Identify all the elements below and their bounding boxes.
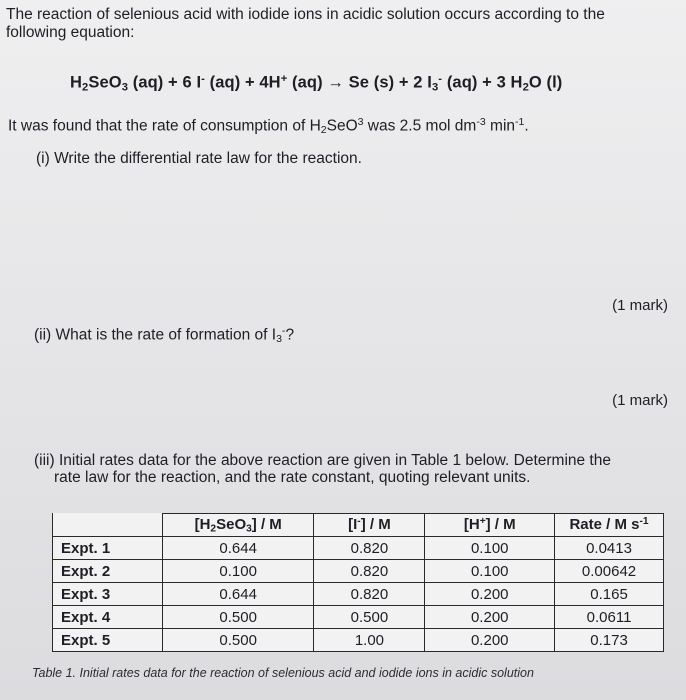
cell-iodide: 1.00 bbox=[314, 629, 425, 652]
question-i-mark: (1 mark) bbox=[612, 297, 668, 314]
cell-hplus: 0.100 bbox=[425, 537, 555, 560]
cell-iodide: 0.500 bbox=[314, 606, 425, 629]
cell-h2seo3: 0.644 bbox=[163, 537, 314, 560]
reaction-arrow-icon: → bbox=[327, 73, 344, 92]
header-rate: Rate / M $s^{-1}$ bbox=[555, 514, 664, 537]
cell-h2seo3: 0.500 bbox=[163, 629, 314, 652]
table-row bbox=[53, 537, 664, 560]
initial-rates-table bbox=[52, 513, 664, 652]
cell-h2seo3: 0.100 bbox=[163, 560, 314, 583]
cell-rate: 0.165 bbox=[555, 583, 664, 606]
table-corner-cell bbox=[53, 514, 163, 537]
cell-iodide: 0.820 bbox=[314, 583, 425, 606]
cell-h2seo3: 0.644 bbox=[163, 583, 314, 606]
reaction-equation: $H_2SeO_3$ (aq) + 6 I- (aq) + 4H+ (aq) → Se (s) + 2 $I_3^-$ (aq) + 3 $H_2O$ (l) bbox=[70, 73, 563, 94]
cell-rate: 0.0413 bbox=[555, 537, 664, 560]
cell-h2seo3: 0.500 bbox=[163, 606, 314, 629]
rate-statement: It was found that the rate of consumption of $H_2SeO^3$ was 2.5 mol $dm^{-3}$ $\min^{-1}$. bbox=[8, 116, 529, 136]
cell-hplus: 0.200 bbox=[425, 629, 555, 652]
cell-hplus: 0.100 bbox=[425, 560, 555, 583]
question-i: (i) Write the differential rate law for the reaction. bbox=[36, 150, 362, 167]
row-label: Expt. 1 bbox=[53, 537, 163, 560]
intro-text-line1: The reaction of selenious acid with iodide ions in acidic solution occurs according to the bbox=[6, 6, 605, 23]
table-header-row bbox=[53, 514, 664, 537]
question-iii-line1: (iii) Initial rates data for the above reaction are given in Table 1 below. Determine the bbox=[34, 452, 611, 469]
table-caption: Table 1. Initial rates data for the reaction of selenious acid and iodide ions in acidic solution bbox=[32, 666, 534, 680]
cell-rate: 0.0611 bbox=[555, 606, 664, 629]
cell-iodide: 0.820 bbox=[314, 560, 425, 583]
table-row bbox=[53, 560, 664, 583]
cell-hplus: 0.200 bbox=[425, 606, 555, 629]
header-hplus: [H+] / M bbox=[425, 514, 555, 537]
header-h2seo3: $[H_2SeO_3]$ / M bbox=[163, 514, 314, 537]
question-ii: (ii) What is the rate of formation of $I_3^-$? bbox=[34, 325, 295, 345]
intro-text-line2: following equation: bbox=[6, 24, 135, 41]
cell-hplus: 0.200 bbox=[425, 583, 555, 606]
row-label: Expt. 5 bbox=[53, 629, 163, 652]
header-iodide: [I-] / M bbox=[314, 514, 425, 537]
cell-rate: 0.173 bbox=[555, 629, 664, 652]
table-row bbox=[53, 606, 664, 629]
question-ii-mark: (1 mark) bbox=[612, 392, 668, 409]
cell-iodide: 0.820 bbox=[314, 537, 425, 560]
table-row bbox=[53, 629, 664, 652]
row-label: Expt. 4 bbox=[53, 606, 163, 629]
question-iii-line2: rate law for the reaction, and the rate constant, quoting relevant units. bbox=[54, 469, 531, 486]
table-row bbox=[53, 583, 664, 606]
cell-rate: 0.00642 bbox=[555, 560, 664, 583]
row-label: Expt. 3 bbox=[53, 583, 163, 606]
row-label: Expt. 2 bbox=[53, 560, 163, 583]
